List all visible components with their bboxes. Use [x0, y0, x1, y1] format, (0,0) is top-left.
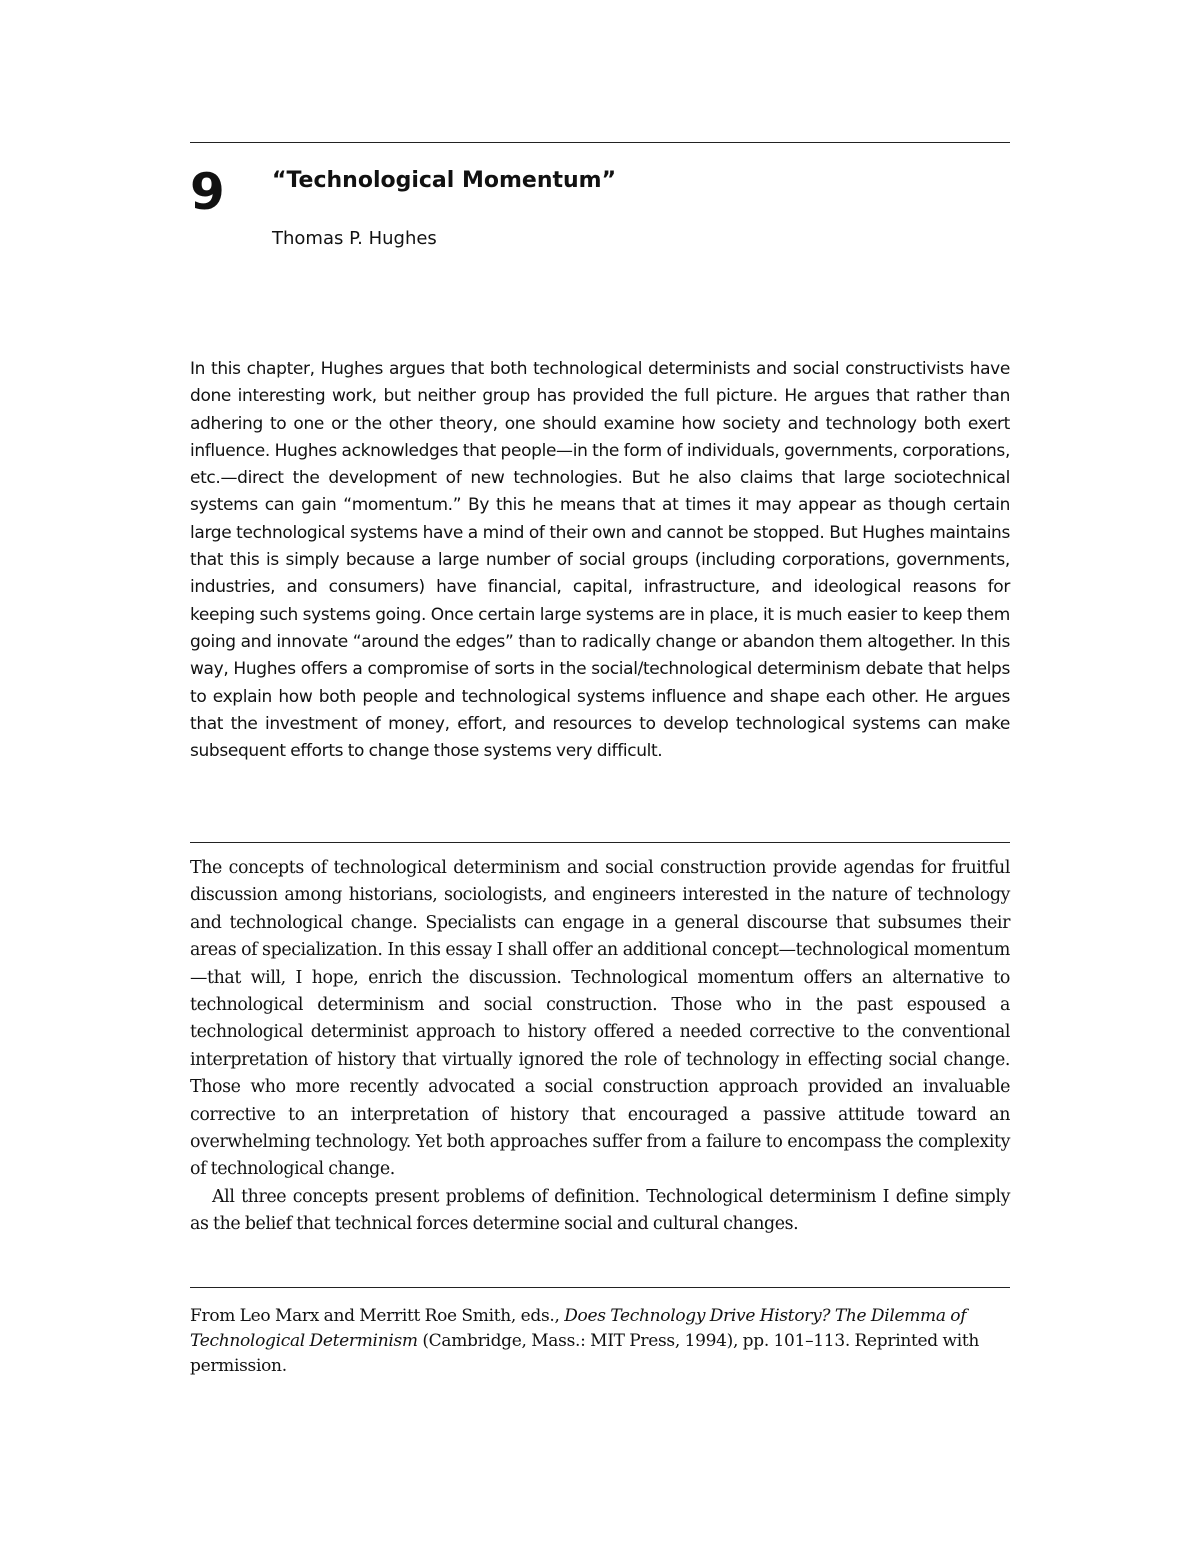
footnote-suffix: (Cambridge, Mass.: MIT Press, 1994), pp. 101–113. Reprinted with permission.	[190, 1331, 980, 1376]
section-divider	[190, 842, 1010, 843]
chapter-author: Thomas P. Hughes	[272, 228, 437, 249]
chapter-number: 9	[190, 163, 224, 221]
footnote-rule	[190, 1287, 1010, 1288]
source-footnote	[190, 1304, 1010, 1379]
header-rule	[190, 142, 1010, 143]
chapter-introduction: In this chapter, Hughes argues that both technological determinists and social constructivists have done interesting work, but neither group has provided the full picture. He argues that rather than adhering to one or the other theory, one should examine how society and technology both exert influence. Hughes acknowledges that people—in the form of individuals, governments, corporations, etc.—direct the development of new technologies. But he also claims that large sociotechnical systems can gain “momentum.” By this he means that at times it may appear as though certain large technological systems have a mind of their own and cannot be stopped. But Hughes maintains that this is simply because a large number of social groups (including corporations, governments, industries, and consumers) have financial, capital, infrastructure, and ideological reasons for keeping such systems going. Once certain large systems are in place, it is much easier to keep them going and innovate “around the edges” than to radically change or abandon them altogether. In this way, Hughes offers a compromise of sorts in the social/technological determinism debate that helps to explain how both people and technological systems influence and shape each other. He argues that the investment of money, effort, and resources to develop technological systems can make subsequent efforts to change those systems very difficult.	[190, 359, 1010, 762]
body-paragraph-2: All three concepts present problems of definition. Technological determinism I define simply as the belief that technical forces determine social and cultural changes.	[190, 1186, 1010, 1235]
chapter-title: “Technological Momentum”	[272, 168, 617, 193]
body-paragraph-1: The concepts of technological determinism and social construction provide agendas for fruitful discussion among historians, sociologists, and engineers interested in the nature of technology and technological change. Specialists can engage in a general discourse that subsumes their areas of specialization. In this essay I shall offer an additional concept—technological momentum—that will, I hope, enrich the discussion. Technological momentum offers an alternative to technological determinism and social construction. Those who in the past espoused a technological determinist approach to history offered a needed corrective to the conventional interpretation of history that virtually ignored the role of technology in effecting social change. Those who more recently advocated a social construction approach provided an invaluable corrective to an interpretation of history that encouraged a passive attitude toward an overwhelming technology. Yet both approaches suffer from a failure to encompass the complexity of technological change.	[190, 858, 1010, 1180]
chapter-body	[190, 855, 1010, 1239]
footnote-prefix: From Leo Marx and Merritt Roe Smith, eds.,	[190, 1306, 565, 1326]
document-page	[190, 0, 1010, 1553]
footnote-book-title: Does Technology Drive History? The Dilemma of Technological Determinism	[190, 1306, 967, 1351]
